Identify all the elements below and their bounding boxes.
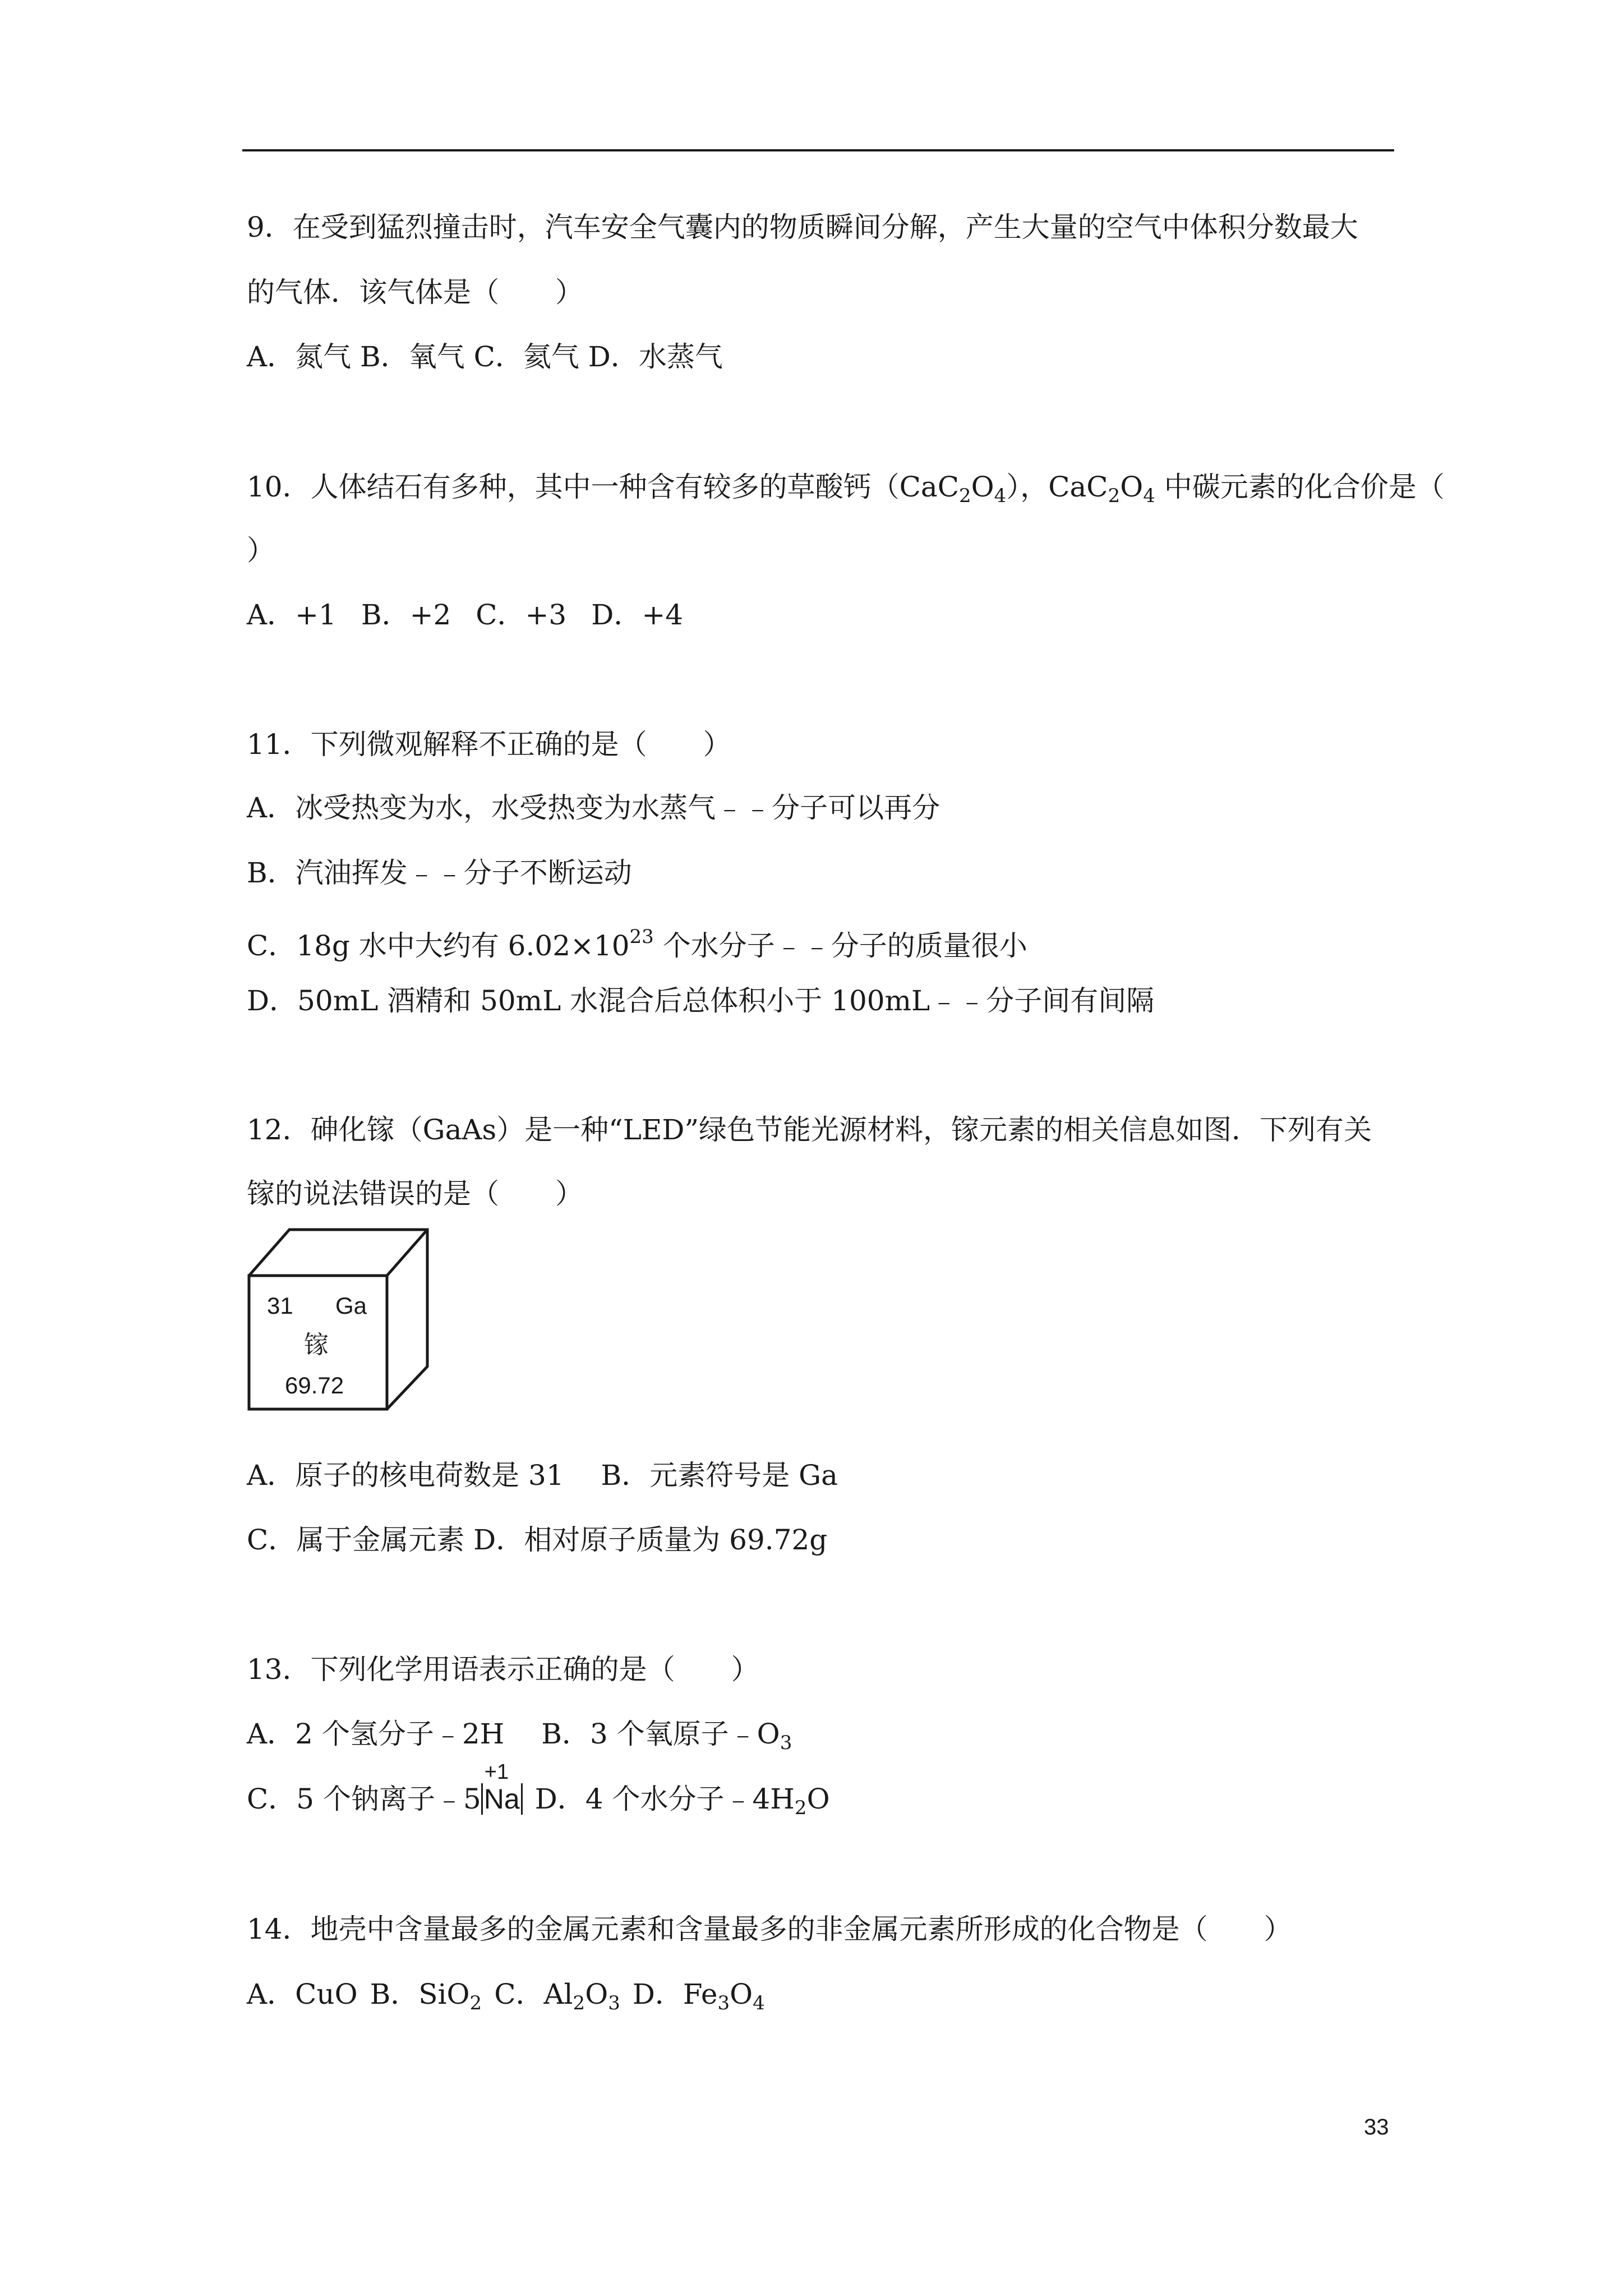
sodium-symbol: Na <box>481 1783 523 1815</box>
q14-option-b: B．SiO$_2$ <box>370 1978 482 2014</box>
header-rule <box>242 149 1394 151</box>
q14-option-a: A．CuO <box>247 1978 358 2010</box>
q10-option-b: B．+2 <box>361 599 451 631</box>
q10-option-c: C．+3 <box>476 599 567 631</box>
element-atomic-mass: 69.72 <box>285 1372 344 1398</box>
q13-options-line1 <box>247 1715 792 1761</box>
q9-options: A．氮气 B．氧气 C．氦气 D．水蒸气 <box>247 341 723 373</box>
q11-stem: 11．下列微观解释不正确的是（ ） <box>247 728 731 761</box>
q13-option-c: C．5 个钠离子﹣5 +1 Na <box>247 1783 523 1815</box>
q11-option-c: C．18g 水中大约有 $6.02\times 10^{23}$ 个水分子﹣﹣分子的质量很小 <box>247 926 1027 962</box>
q10-stem-line1: 10．人体结石有多种，其中一种含有较多的草酸钙$(CaC_2O_4)$，$CaC_2O_4$ 中碳元素的化合价是（ <box>247 471 1445 507</box>
q13-options-line2 <box>247 1760 830 1826</box>
q13-option-a: A．2 个氢分子﹣2H <box>247 1718 505 1750</box>
q13-option-b: B．3 个氧原子$﹣O_3$ <box>541 1718 792 1754</box>
q11-option-b: B．汽油挥发﹣﹣分子不断运动 <box>247 857 632 889</box>
q10-option-d: D．+4 <box>591 599 684 631</box>
element-name: 镓 <box>304 1331 329 1359</box>
q12-stem-line2: 镓的说法错误的是（ ） <box>247 1177 583 1210</box>
valence-label: +1 <box>484 1760 509 1784</box>
q13-option-d: D．4 个水分子$﹣4H_2O$ <box>534 1783 830 1819</box>
page-number: 33 <box>1364 2115 1389 2139</box>
gallium-element-cube <box>247 1226 432 1411</box>
q12-options-line2: C．属于金属元素 D．相对原子质量为 69.72g <box>247 1524 828 1556</box>
q9-stem-line1: 9．在受到猛烈撞击时，汽车安全气囊内的物质瞬间分解，产生大量的空气中体积分数最大 <box>247 211 1358 243</box>
q10-options <box>247 596 683 633</box>
q14-stem: 14．地壳中含量最多的金属元素和含量最多的非金属元素所形成的化合物是（ ） <box>247 1913 1292 1945</box>
element-atomic-number: 31 <box>267 1292 293 1319</box>
q13-stem: 13．下列化学用语表示正确的是（ ） <box>247 1653 759 1686</box>
q14-options <box>247 1976 765 2022</box>
q12-stem-line1: 12．砷化镓（GaAs）是一种“LED”绿色节能光源材料，镓元素的相关信息如图．下列有关 <box>247 1114 1372 1146</box>
q14-option-c: C．$Al_2O_3$ <box>494 1978 620 2014</box>
q11-option-a: A．冰受热变为水，水受热变为水蒸气﹣﹣分子可以再分 <box>247 792 940 824</box>
q11-option-d: D．50mL 酒精和 50mL 水混合后总体积小于 100mL﹣﹣分子间有间隔 <box>247 984 1155 1017</box>
q9-stem-line2: 的气体．该气体是（ ） <box>247 276 583 309</box>
q12-options-line1: A．原子的核电荷数是 31 B．元素符号是 Ga <box>247 1459 838 1492</box>
sodium-ion-notation <box>481 1760 523 1818</box>
q10-option-a: A．+1 <box>247 599 336 631</box>
q14-option-d: D．$Fe_3O_4$ <box>632 1978 765 2014</box>
element-symbol: Ga <box>335 1292 367 1319</box>
q10-stem-line2: ） <box>247 534 275 567</box>
